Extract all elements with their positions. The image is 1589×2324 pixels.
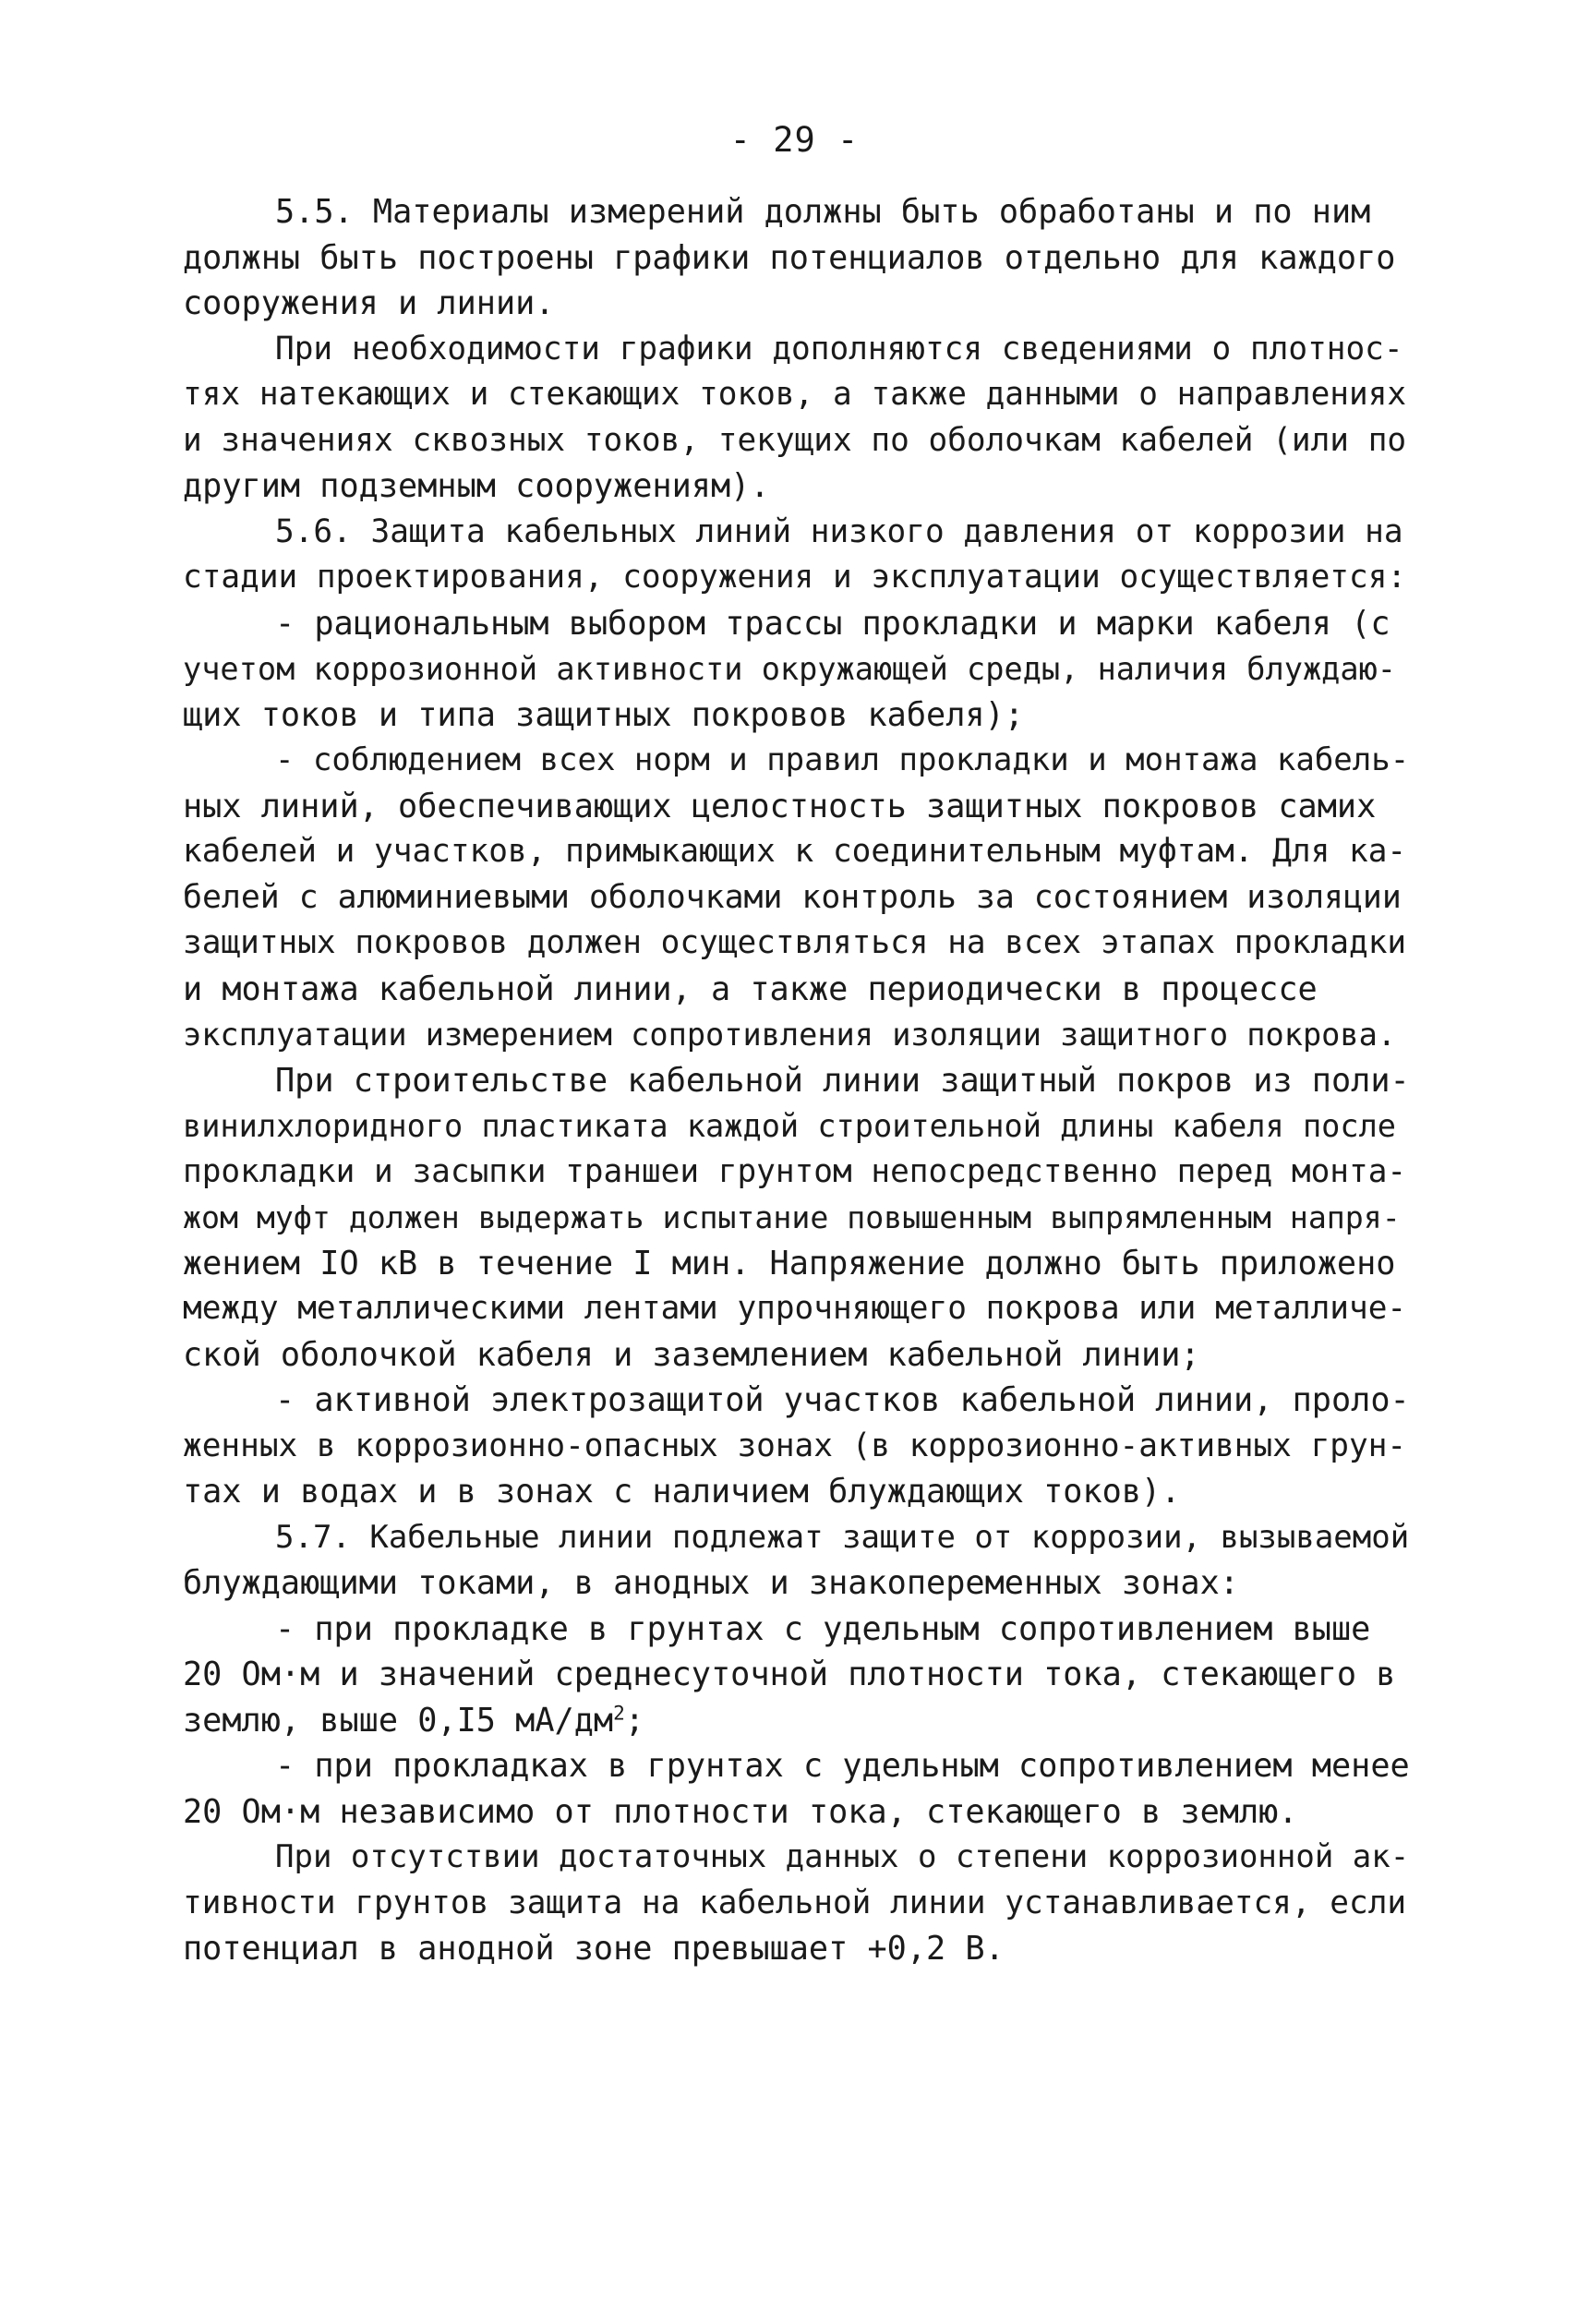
body-text [183,189,1411,1972]
text-line [183,555,1411,601]
text-line-content: 20 Ом·м и значений среднесуточной плотности тока, стекающего в [183,1656,1396,1693]
text-line-content: 5.6. Защита кабельных линий низкого давления от коррозии на [275,512,1403,550]
text-line-content: белей с алюминиевыми оболочками контроль за состоянием изоляции [183,878,1402,916]
page-number: - 29 - [729,120,860,160]
text-line-content: 5.7. Кабельные линии подлежат защите от коррозии, вызываемой [275,1518,1410,1556]
text-line [183,692,1411,739]
text-line [183,1332,1411,1379]
text-line [183,327,1411,373]
text-line [183,1607,1411,1653]
text-line-content: и значениях сквозных токов, текущих по оболочкам кабелей (или по [183,421,1407,459]
text-line [183,418,1411,464]
text-line [183,1743,1411,1789]
text-line [183,1789,1411,1836]
text-line-content: тивности грунтов защита на кабельной линии устанавливается, если [183,1884,1407,1921]
text-line [183,1012,1411,1058]
text-line [183,510,1411,556]
text-line-content: учетом коррозионной активности окружающей среды, наличия блуждаю- [183,651,1397,687]
text-line [183,1926,1411,1972]
text-line-content: стадии проектирования, сооружения и эксплуатации осуществляется: [183,559,1407,596]
text-line-suffix: ; [624,1701,644,1740]
text-line [183,372,1411,418]
text-line [183,875,1411,921]
text-line-content: - рациональным выбором трассы прокладки и марки кабеля (с [275,604,1390,643]
text-line [183,1241,1411,1287]
text-line-content: между металлическими лентами упрочняющего покрова или металличе- [183,1290,1407,1327]
text-line [183,1469,1411,1515]
text-line [183,646,1411,692]
text-line-content: 20 Ом·м независимо от плотности тока, стекающего в землю. [183,1792,1298,1831]
text-line-content: При строительстве кабельной линии защитный покров из поли- [275,1061,1410,1100]
text-line [183,1424,1411,1470]
text-line-content: - активной электрозащитой участков кабельной линии, проло- [275,1381,1410,1419]
text-line [183,829,1411,875]
text-line-content: эксплуатации измерением сопротивления изоляции защитного покрова. [183,1017,1397,1053]
text-line [183,1058,1411,1104]
text-line [183,464,1411,510]
text-line-content: женных в коррозионно-опасных зонах (в коррозионно-активных грун- [183,1427,1407,1464]
text-line [183,1378,1411,1424]
text-line [183,235,1411,282]
text-line-content: прокладки и засыпки траншеи грунтом непосредственно перед монта- [183,1152,1407,1190]
text-line [183,189,1411,235]
text-line [183,1698,1411,1744]
text-line [183,921,1411,967]
text-line [183,1286,1411,1332]
superscript: 2 [613,1700,625,1724]
text-line-content: блуждающими токами, в анодных и знакопеременных зонах: [183,1564,1239,1602]
text-line-content: ных линий, обеспечивающих целостность защитных покровов самих [183,787,1377,825]
text-line [183,1881,1411,1927]
text-line-content: сооружения и линии. [183,284,555,322]
text-line-content: кабелей и участков, примыкающих к соединительным муфтам. Для ка- [183,833,1407,870]
text-line [183,967,1411,1013]
text-line [183,784,1411,830]
text-line [183,601,1411,647]
text-line-content: потенциал в анодной зоне превышает +0,2 В. [183,1930,1005,1968]
text-line [183,1103,1411,1150]
text-line-content: щих токов и типа защитных покровов кабеля); [183,695,1024,734]
text-line [183,281,1411,327]
text-line-content: При необходимости графики дополняются сведениями о плотнос- [275,330,1403,367]
text-line-content: тях натекающих и стекающих токов, а также данными о направлениях [183,376,1407,413]
text-line [183,1835,1411,1881]
text-line-content: должны быть построены графики потенциалов отдельно для каждого [183,238,1396,277]
text-line-content: - при прокладках в грунтах с удельным сопротивлением менее [275,1747,1410,1785]
text-line [183,1195,1411,1241]
text-line-content: При отсутствии достаточных данных о степени коррозионной ак- [275,1838,1410,1875]
text-line-content: землю, выше 0,I5 мА/дм [183,1701,614,1740]
text-line-content: 5.5. Материалы измерений должны быть обработаны и по ним [275,193,1371,231]
text-line [183,1560,1411,1607]
text-line-content: защитных покровов должен осуществляться на всех этапах прокладки [183,924,1407,961]
text-line-content: другим подземным сооружениям). [183,467,770,505]
text-line-content: тах и водах и в зонах с наличием блуждающих токов). [183,1473,1181,1511]
text-line-content: жом муфт должен выдержать испытание повышенным выпрямленным напря- [183,1199,1401,1235]
text-line-content: ской оболочкой кабеля и заземлением кабельной линии; [183,1335,1200,1374]
text-line-content: - соблюдением всех норм и правил прокладки и монтажа кабель- [275,741,1410,778]
text-line [183,1150,1411,1196]
text-line [183,738,1411,784]
text-line-content: жением IO кВ в течение I мин. Напряжение должно быть приложено [183,1244,1396,1282]
text-line-content: винилхлоридного пластиката каждой строительной длины кабеля после [183,1108,1397,1144]
text-line [183,1652,1411,1698]
text-line [183,1515,1411,1561]
text-line-content: и монтажа кабельной линии, а также периодически в процессе [183,969,1318,1008]
text-line-content: - при прокладке в грунтах с удельным сопротивлением выше [275,1609,1371,1648]
